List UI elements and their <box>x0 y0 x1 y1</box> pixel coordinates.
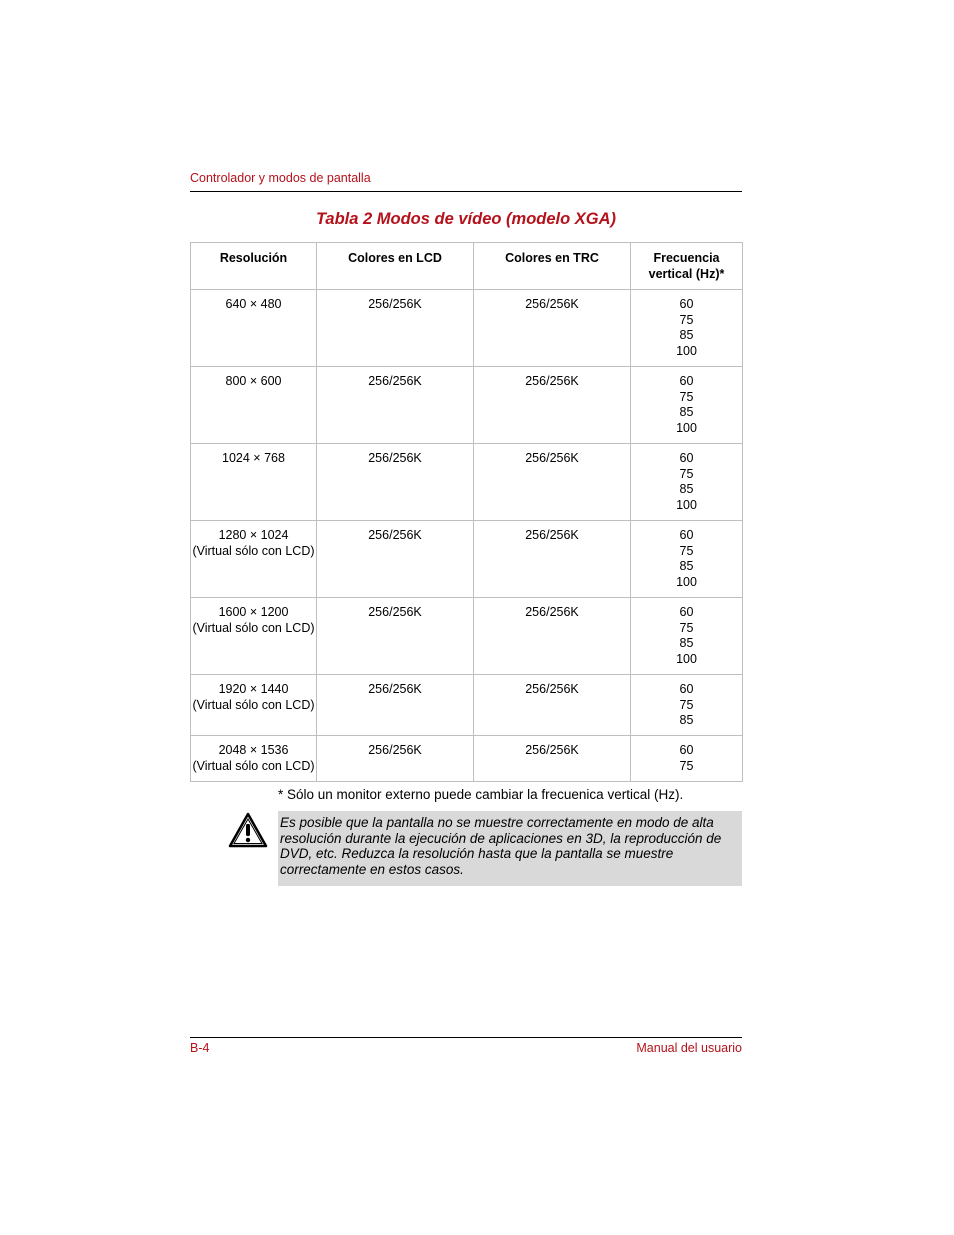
table-header-row <box>191 243 743 290</box>
column-header-resolution: Resolución <box>191 243 317 290</box>
table-row <box>191 736 743 782</box>
resolution-cell: 1024 × 768 <box>191 444 317 521</box>
footer-manual-title: Manual del usuario <box>636 1041 742 1055</box>
crt-colors-cell: 256/256K <box>474 521 631 598</box>
table-row <box>191 367 743 444</box>
lcd-colors-cell: 256/256K <box>317 367 474 444</box>
table-row <box>191 444 743 521</box>
table-row <box>191 521 743 598</box>
resolution-cell: 1280 × 1024 (Virtual sólo con LCD) <box>191 521 317 598</box>
column-header-crt-colors: Colores en TRC <box>474 243 631 290</box>
frequency-cell: 60 75 85 100 <box>631 444 743 521</box>
table-row <box>191 598 743 675</box>
frequency-cell: 60 75 85 100 <box>631 598 743 675</box>
crt-colors-cell: 256/256K <box>474 444 631 521</box>
resolution-cell: 2048 × 1536 (Virtual sólo con LCD) <box>191 736 317 782</box>
video-modes-table <box>190 242 743 782</box>
resolution-cell: 1600 × 1200 (Virtual sólo con LCD) <box>191 598 317 675</box>
table-row <box>191 675 743 736</box>
crt-colors-cell: 256/256K <box>474 290 631 367</box>
table-title: Tabla 2 Modos de vídeo (modelo XGA) <box>315 210 617 228</box>
lcd-colors-cell: 256/256K <box>317 675 474 736</box>
resolution-cell: 1920 × 1440 (Virtual sólo con LCD) <box>191 675 317 736</box>
lcd-colors-cell: 256/256K <box>317 736 474 782</box>
page-number: B-4 <box>190 1041 210 1055</box>
lcd-colors-cell: 256/256K <box>317 598 474 675</box>
caution-note: Es posible que la pantalla no se muestre correctamente en modo de alta resolución durante la ejecución de aplicaciones en 3D, la reproducción de DVD, etc. Reduzca la resolución hasta que la pantalla se muestre correctamente en estos casos. <box>278 811 742 886</box>
frequency-cell: 60 75 85 100 <box>631 290 743 367</box>
frequency-cell: 60 75 85 <box>631 675 743 736</box>
column-header-lcd-colors: Colores en LCD <box>317 243 474 290</box>
crt-colors-cell: 256/256K <box>474 598 631 675</box>
table-row <box>191 290 743 367</box>
footer-rule <box>190 1037 742 1038</box>
frequency-cell: 60 75 85 100 <box>631 367 743 444</box>
frequency-cell: 60 75 85 100 <box>631 521 743 598</box>
header-rule <box>190 191 742 192</box>
frequency-cell: 60 75 <box>631 736 743 782</box>
resolution-cell: 800 × 600 <box>191 367 317 444</box>
running-header: Controlador y modos de pantalla <box>190 171 371 185</box>
crt-colors-cell: 256/256K <box>474 675 631 736</box>
column-header-vertical-frequency: Frecuencia vertical (Hz)* <box>631 243 743 290</box>
lcd-colors-cell: 256/256K <box>317 290 474 367</box>
lcd-colors-cell: 256/256K <box>317 444 474 521</box>
warning-triangle-icon <box>228 812 268 848</box>
crt-colors-cell: 256/256K <box>474 736 631 782</box>
resolution-cell: 640 × 480 <box>191 290 317 367</box>
lcd-colors-cell: 256/256K <box>317 521 474 598</box>
crt-colors-cell: 256/256K <box>474 367 631 444</box>
table-footnote: * Sólo un monitor externo puede cambiar la frecuenica vertical (Hz). <box>278 787 684 802</box>
